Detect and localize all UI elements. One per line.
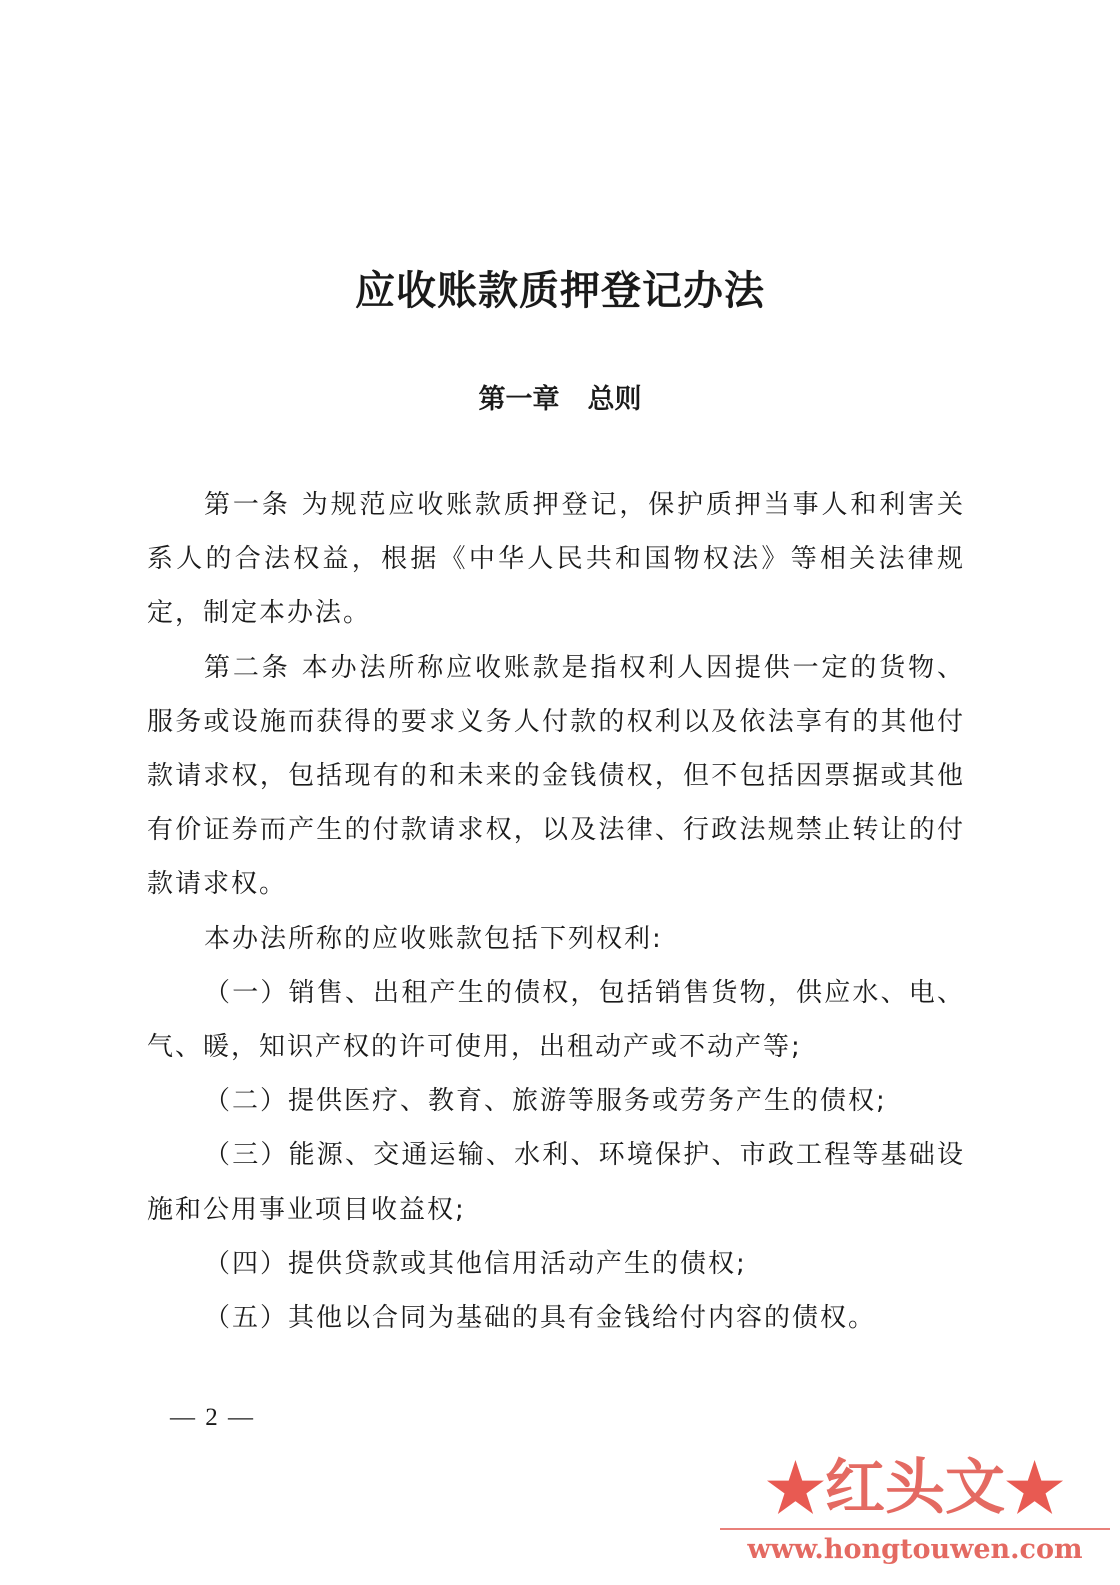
watermark-title	[720, 1448, 1110, 1528]
rights-item-1: （一）销售、出租产生的债权，包括销售货物，供应水、电、气、暖，知识产权的许可使用，出租动产或不动产等;	[147, 977, 965, 1063]
star-icon: ★	[765, 1449, 825, 1527]
watermark-text: 红头文	[825, 1453, 1005, 1523]
rights-item-4: （四）提供贷款或其他信用活动产生的债权;	[204, 1248, 747, 1279]
rights-item-5: （五）其他以合同为基础的具有金钱给付内容的债权。	[204, 1303, 877, 1334]
document-title: 应收账款质押登记办法	[355, 267, 765, 314]
page-number: — 2 —	[170, 1404, 255, 1431]
watermark-url: www.hongtouwen.com	[747, 1534, 1083, 1565]
chapter-name: 总则	[587, 384, 642, 415]
article-2: 第二条 本办法所称应收账款是指权利人因提供一定的货物、服务或设施而获得的要求义务人付款的权利以及依法享有的其他付款请求权，包括现有的和未来的金钱债权，但不包括因票据或其他有价证券而产生的付款请求权，以及法律、行政法规禁止转让的付款请求权。	[147, 652, 965, 900]
rights-item-2: （二）提供医疗、教育、旅游等服务或劳务产生的债权;	[204, 1086, 887, 1117]
star-icon: ★	[1005, 1449, 1065, 1527]
rights-item-3: （三）能源、交通运输、水利、环境保护、市政工程等基础设施和公用事业项目收益权;	[147, 1140, 965, 1225]
document-body	[147, 478, 965, 1345]
rights-intro: 本办法所称的应收账款包括下列权利:	[204, 923, 663, 954]
watermark	[720, 1448, 1110, 1578]
chapter-number: 第一章	[478, 384, 560, 415]
article-1: 第一条 为规范应收账款质押登记，保护质押当事人和利害关系人的合法权益，根据《中华人民共和国物权法》等相关法律规定，制定本办法。	[147, 490, 965, 629]
chapter-heading	[0, 378, 1120, 422]
